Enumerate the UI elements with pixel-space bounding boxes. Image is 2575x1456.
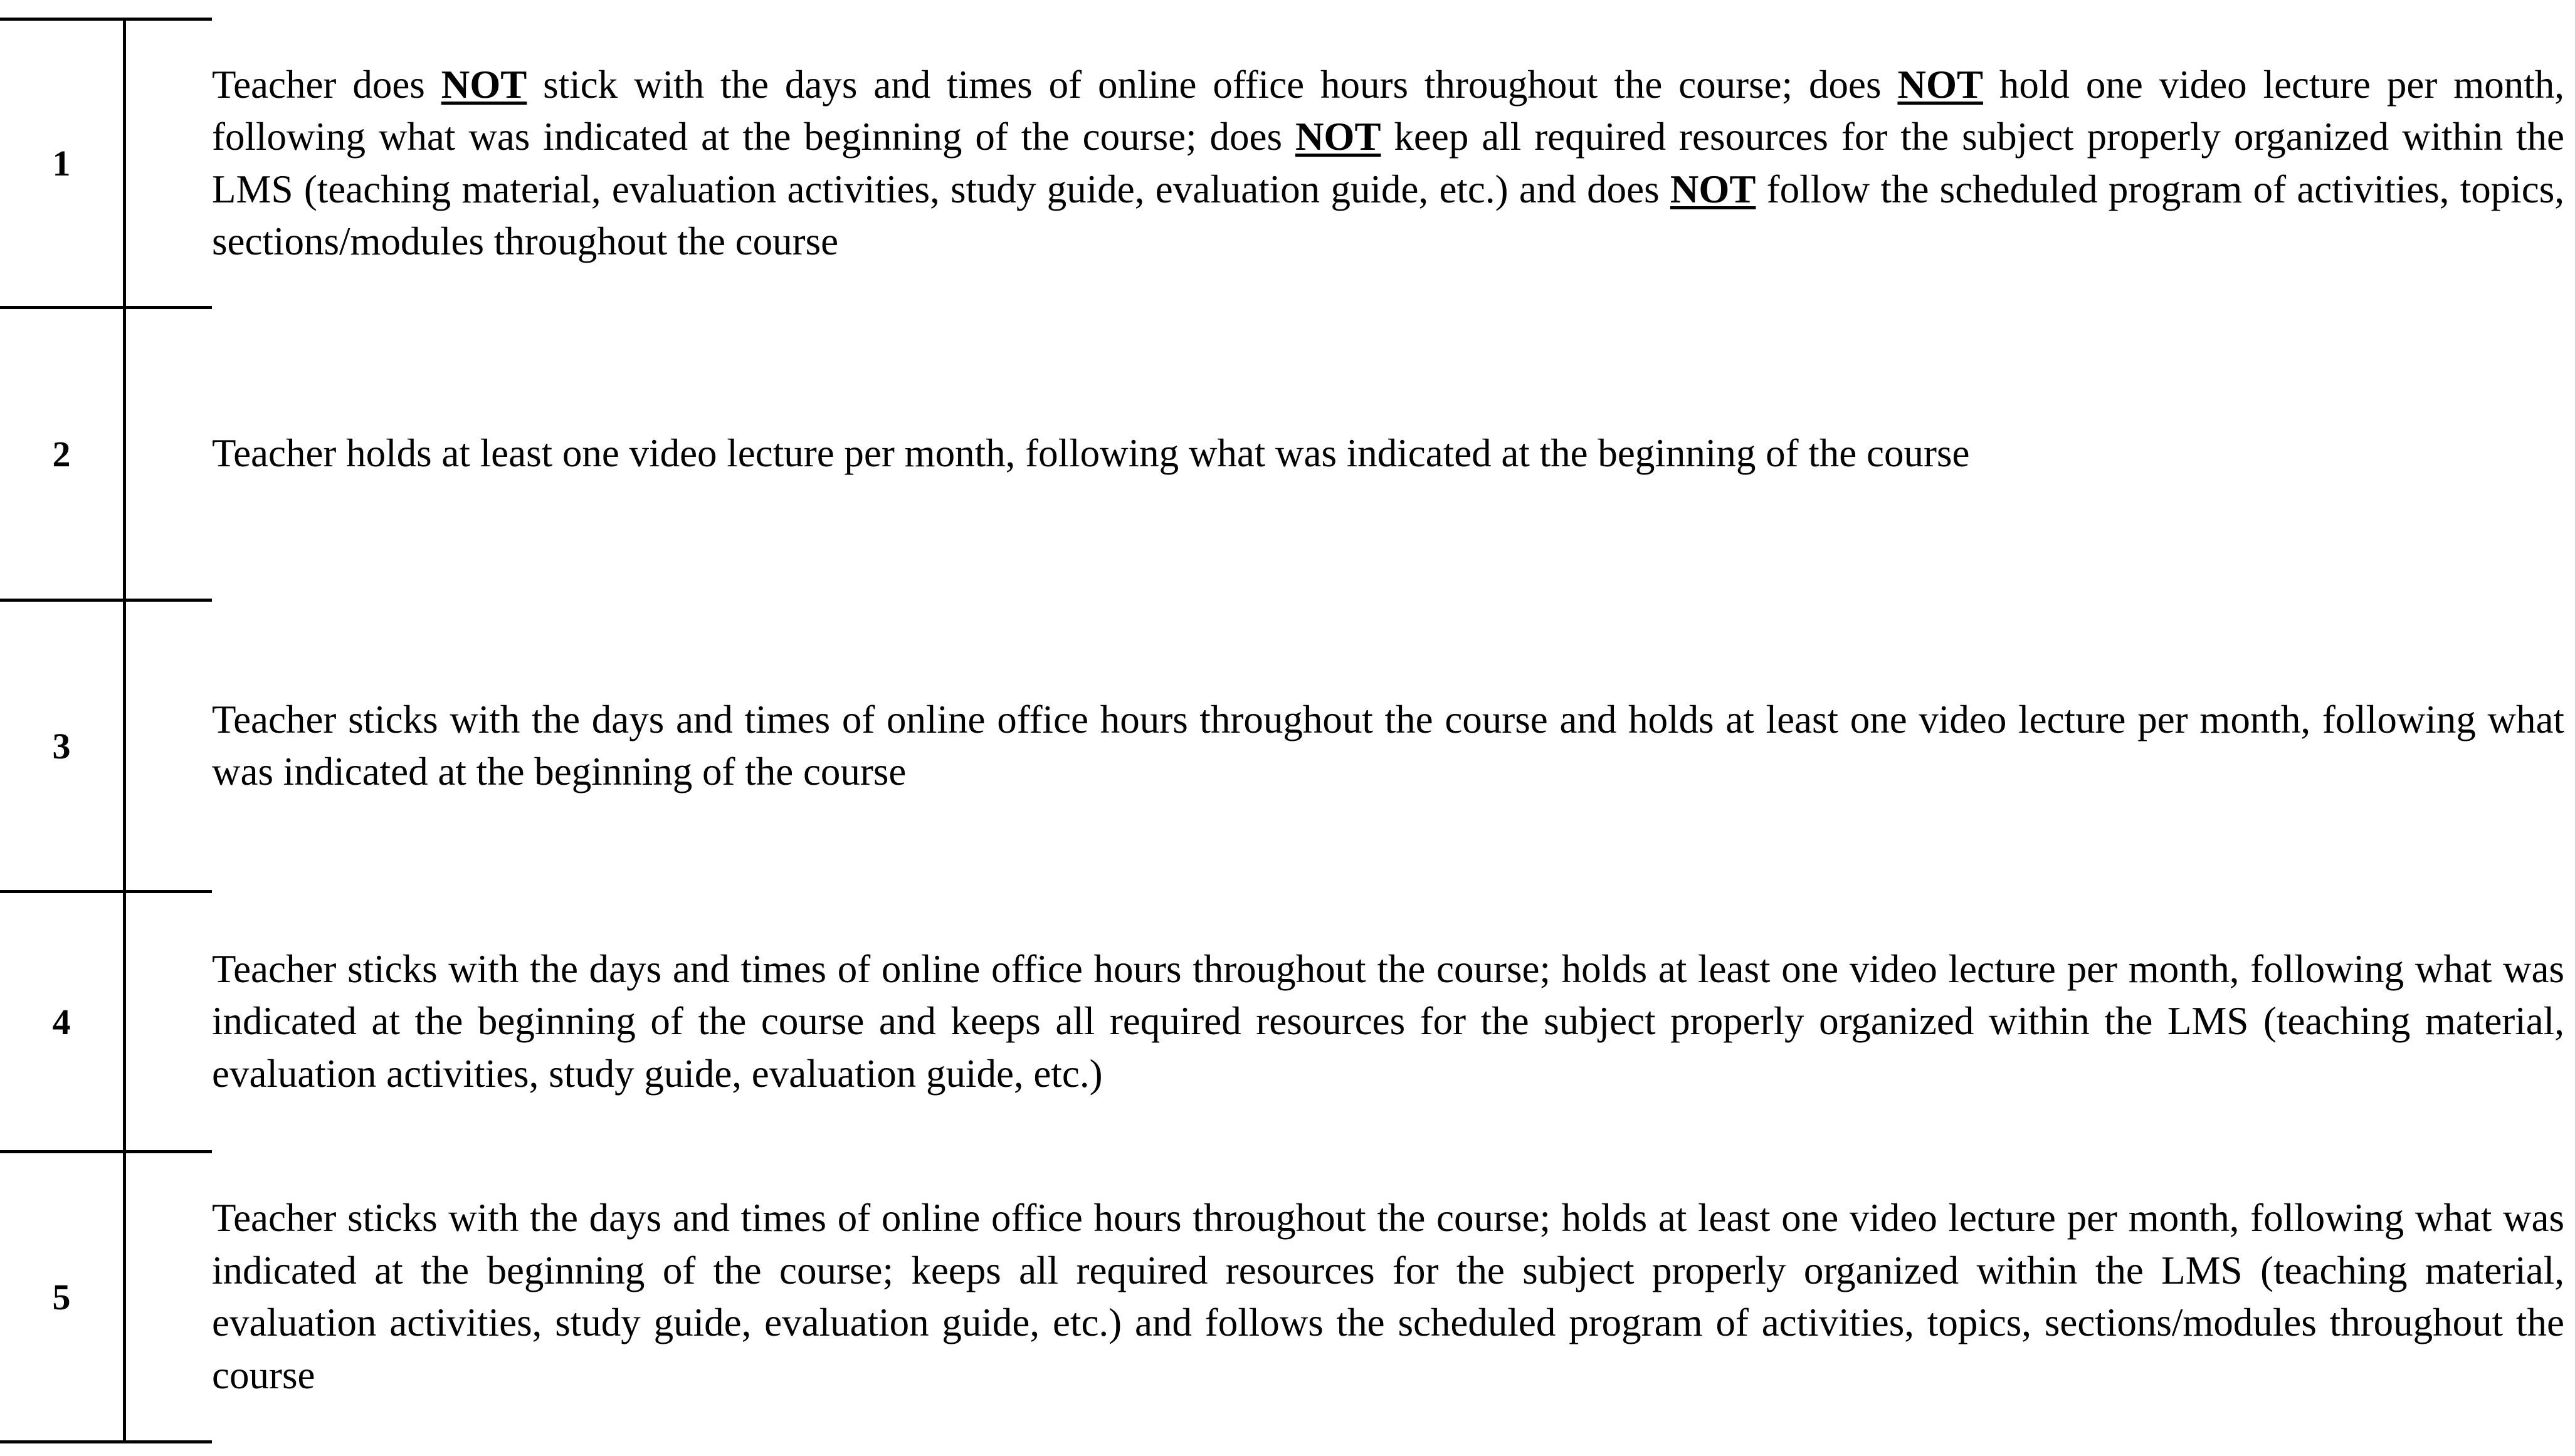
description-text: Teacher holds at least one video lecture per month, following what was indicated at the beginning of the course	[212, 431, 1970, 476]
emphasis-text: NOT	[441, 62, 527, 107]
description-text: Teacher does	[212, 62, 441, 107]
emphasis-text: NOT	[1295, 115, 1381, 159]
description-text: keep all required resources for the subject properly organized within the LMS (teaching material, evaluation activities, study guide, evaluation guide, etc.) and does	[212, 115, 2564, 211]
rubric-row	[0, 1153, 2575, 1440]
level-number: 3	[52, 725, 71, 767]
rubric-row	[0, 893, 2575, 1150]
description-text: stick with the days and times of online office hours throughout the course; does	[527, 62, 1898, 107]
rubric-row	[0, 21, 2575, 306]
level-number: 4	[52, 1001, 71, 1042]
emphasis-text: NOT	[1670, 167, 1756, 211]
description-text: Teacher sticks with the days and times of online office hours throughout the course; holds at least one video lecture per month, following what was indicated at the beginning of the course and keeps all required resources for the subject properly organized within the LMS (teaching material, evaluation activities, study guide, evaluation guide, etc.)	[212, 946, 2564, 1096]
emphasis-text: NOT	[1897, 62, 1983, 107]
level-description	[212, 1192, 2564, 1401]
level-description	[212, 427, 2564, 480]
description-text: follow the scheduled program of activities, topics, sections/modules throughout the course	[212, 167, 2565, 263]
rubric-row	[0, 602, 2575, 890]
level-number: 2	[52, 433, 71, 474]
row-rule	[0, 1440, 212, 1443]
description-text: Teacher sticks with the days and times of online office hours throughout the course and holds at least one video lecture per month, following what was indicated at the beginning of the course	[212, 697, 2564, 793]
level-number: 5	[52, 1276, 71, 1317]
level-number: 1	[52, 143, 71, 184]
rubric-row	[0, 309, 2575, 599]
description-text: Teacher sticks with the days and times of online office hours throughout the course; holds at least one video lecture per month, following what was indicated at the beginning of the course; keeps all required resources for the subject properly organized within the LMS (teaching material, evaluation activities, study guide, evaluation guide, etc.) and follows the scheduled program of activities, topics, sections/modules throughout the course	[212, 1196, 2564, 1397]
level-description	[212, 59, 2564, 268]
description-text: hold one video lecture per month, following what was indicated at the beginning of the course; does	[212, 62, 2564, 159]
level-description	[212, 943, 2564, 1101]
level-description	[212, 694, 2564, 799]
